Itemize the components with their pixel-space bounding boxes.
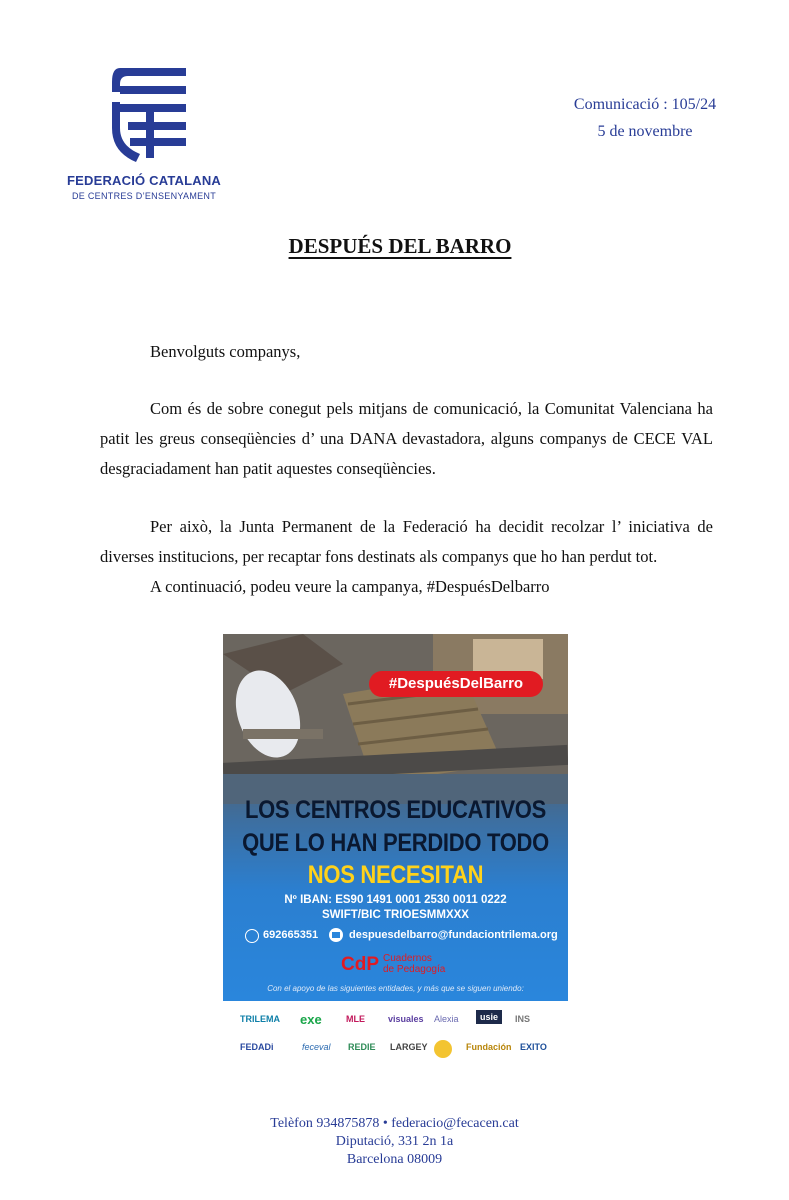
sponsor-logo: TRILEMA — [240, 1014, 280, 1024]
sponsor-logo: MLE — [346, 1014, 365, 1024]
sponsor-logos — [232, 1008, 562, 1064]
body-paragraph-2: Per això, la Junta Permanent de la Federació ha decidit recolzar l’ iniciativa de diverses institucions, per recaptar fons destinats als companys que ho han perdut tot. — [100, 517, 713, 566]
bank-swift: SWIFT/BIC TRIOESMMXXX — [322, 909, 469, 921]
mail-icon — [329, 928, 343, 942]
sponsor-logo: EXITO — [520, 1042, 547, 1052]
support-text: Con el apoyo de las siguientes entidades, y más que se siguen uniendo: — [267, 984, 524, 993]
cdp-logo-name — [383, 953, 445, 975]
sponsor-logo: Alexia — [434, 1014, 459, 1024]
poster-email: despuesdelbarro@fundaciontrilema.org — [349, 929, 558, 941]
sponsor-logo: REDIE — [348, 1042, 376, 1052]
sponsor-logo: LARGEY — [390, 1042, 428, 1052]
phone-icon — [245, 929, 259, 943]
org-subtitle: DE CENTRES D’ENSENYAMENT — [71, 191, 217, 201]
sponsor-logo: usie — [476, 1010, 502, 1024]
footer-contact: Telèfon 934875878 • federacio@fecacen.cat — [270, 1116, 519, 1131]
sponsor-logo: feceval — [302, 1042, 331, 1052]
communication-number: Comunicació : 105/24 — [573, 96, 717, 113]
sponsor-logo: FEDADi — [240, 1042, 274, 1052]
bank-iban: Nº IBAN: ES90 1491 0001 2530 0011 0222 — [284, 894, 507, 906]
sponsor-logo: Fundación — [466, 1042, 512, 1052]
footer-city: Barcelona 08009 — [346, 1152, 443, 1167]
flood-debris-photo — [223, 634, 568, 804]
sponsor-logo: visuales — [388, 1014, 424, 1024]
communication-date: 5 de novembre — [597, 123, 693, 140]
poster-headline-1: LOS CENTROS EDUCATIVOS — [244, 795, 546, 824]
cdp-name-line1: Cuadernos — [383, 953, 432, 964]
sponsor-logo: INS — [515, 1014, 531, 1024]
poster-phone: 692665351 — [263, 929, 319, 941]
poster-headline-3: NOS NECESITAN — [307, 860, 484, 889]
body-paragraph-3: A continuació, podeu veure la campanya, #DespuésDelbarro — [150, 577, 550, 596]
org-name: FEDERACIÓ CATALANA — [66, 173, 222, 188]
poster-headline-2: QUE LO HAN PERDIDO TODO — [242, 828, 549, 857]
footer-address: Diputació, 331 2n 1a — [335, 1134, 454, 1149]
sponsor-logo: exe — [300, 1012, 322, 1027]
campaign-poster — [223, 634, 568, 1001]
body-paragraph-1: Com és de sobre conegut pels mitjans de comunicació, la Comunitat Valenciana ha patit les greus conseqüències d’ una DANA devastadora, alguns companys de CECE VAL desgraciadament han patit aquestes conseqüències. — [100, 399, 713, 478]
document-title: DESPUÉS DEL BARRO — [288, 234, 512, 258]
greeting: Benvolguts companys, — [150, 342, 301, 361]
cdp-name-line2: de Pedagogía — [383, 964, 446, 975]
cdp-logo-mark: CdP — [341, 954, 379, 975]
federation-logo — [100, 62, 190, 162]
sponsor-sun-logo — [434, 1040, 452, 1058]
campaign-hashtag-badge: #DespuésDelBarro — [369, 671, 543, 697]
